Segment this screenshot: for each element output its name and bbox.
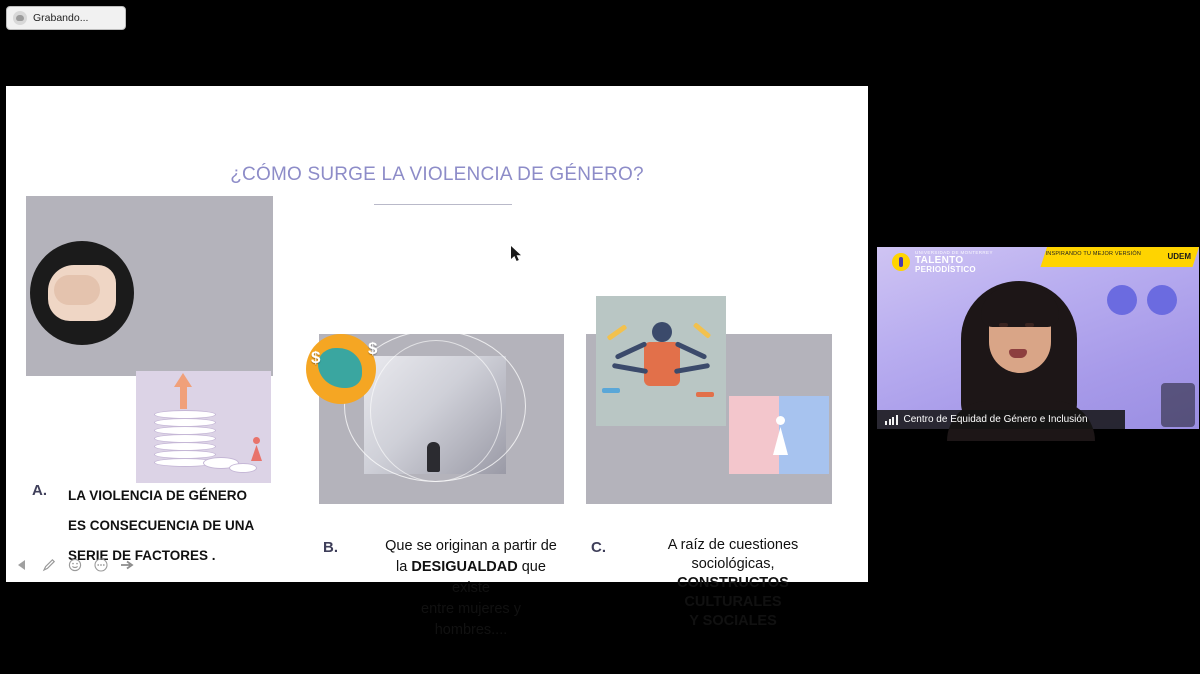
brand-text — [915, 251, 993, 275]
brand-university-label: UNIVERSIDAD DE MONTERREY — [915, 250, 993, 255]
item-c-line-2: sociológicas, — [691, 556, 775, 572]
decorative-circles — [1107, 285, 1177, 315]
brand-tagline: INSPIRANDO TU MEJOR VERSIÓN — [1045, 251, 1141, 257]
item-b-line-3: existe — [452, 580, 490, 596]
item-b-line-2 — [361, 557, 581, 578]
recording-indicator[interactable] — [6, 6, 126, 30]
pen-tool-button[interactable] — [40, 556, 58, 574]
brand-line-2: PERIODÍSTICO — [915, 265, 976, 275]
item-c-strong-1: CONSTRUCTOS — [677, 575, 789, 591]
item-a-line-3: SERIE DE FACTORES . — [68, 548, 216, 563]
item-a-line-1: LA VIOLENCIA DE GÉNERO — [68, 488, 248, 503]
title-divider — [374, 204, 512, 205]
dollar-sign-icon: $ — [368, 339, 378, 358]
brand-line-1: TALENTO — [915, 254, 964, 266]
item-b-line-2-pre: la — [396, 559, 412, 575]
more-options-button[interactable] — [92, 556, 110, 574]
gender-split-illustration — [729, 396, 829, 474]
emoji-tool-button[interactable] — [66, 556, 84, 574]
item-letter-b: B. — [323, 539, 338, 556]
signal-bars-icon — [885, 415, 898, 425]
slide-toolbar[interactable] — [14, 556, 136, 574]
participant-video-tile[interactable] — [877, 247, 1199, 429]
globe-money-icon — [306, 334, 376, 404]
arrow-stem — [180, 385, 187, 409]
previous-slide-button[interactable] — [14, 556, 32, 574]
participant-avatar-video — [945, 275, 1093, 429]
item-b-line-5: hombres.... — [434, 622, 508, 638]
participant-name-bar — [877, 410, 1125, 429]
female-figure-icon — [251, 437, 261, 467]
coins-illustration — [136, 371, 271, 483]
image-fist — [30, 241, 134, 345]
background-object — [1161, 383, 1195, 427]
item-c-line-1: A raíz de cuestiones — [667, 537, 799, 553]
shared-screen-area[interactable] — [6, 68, 868, 638]
brand-logo-icon — [892, 253, 910, 271]
item-b-line-4: entre mujeres y — [421, 601, 521, 617]
page-title: ¿CÓMO SURGE LA VIOLENCIA DE GÉNERO? — [230, 164, 644, 185]
item-text-b — [361, 536, 581, 641]
item-letter-c: C. — [591, 539, 606, 556]
participant-name: Centro de Equidad de Género e Inclusión — [903, 414, 1088, 425]
recording-label: Grabando... — [33, 12, 89, 24]
presentation-slide[interactable] — [6, 86, 868, 638]
multitasking-illustration — [596, 296, 726, 426]
item-c-strong-2: CULTURALES — [684, 594, 782, 610]
item-text-c — [624, 536, 842, 631]
item-b-emphasis: DESIGUALDAD — [411, 559, 518, 575]
next-slide-button[interactable] — [118, 556, 136, 574]
item-b-line-2-post: que — [517, 559, 546, 575]
item-a-line-2: ES CONSECUENCIA DE UNA — [68, 518, 255, 533]
item-c-strong-3: Y SOCIALES — [689, 613, 777, 629]
image-gender-roles — [586, 334, 832, 504]
dollar-sign-icon: $ — [311, 348, 321, 367]
cloud-record-icon — [13, 11, 27, 25]
item-letter-a: A. — [32, 482, 47, 499]
brand-udem-label: UDEM — [1167, 252, 1191, 261]
item-b-line-1: Que se originan a partir de — [385, 538, 557, 554]
